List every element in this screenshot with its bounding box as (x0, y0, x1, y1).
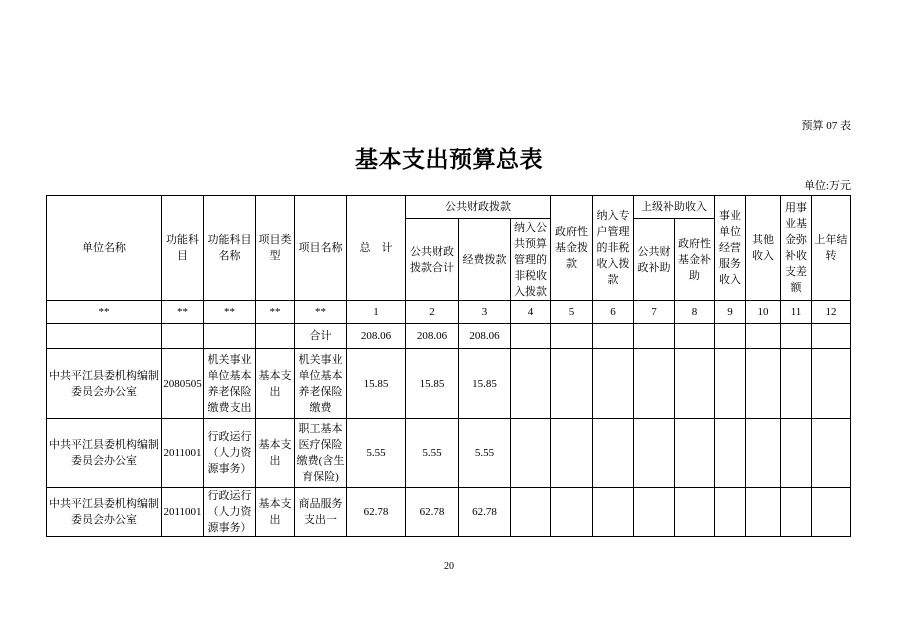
cell-operating-funds: 62.78 (459, 488, 511, 537)
cell-business-income (715, 488, 746, 537)
cell-business-income (715, 419, 746, 488)
header-public-finance-subsidy: 公共财政补助 (634, 219, 675, 301)
cell-business-fund (781, 324, 812, 349)
budget-table (46, 195, 851, 537)
index-cell: ** (256, 301, 295, 324)
cell-gov-fund-subsidy (675, 324, 715, 349)
cell-total: 208.06 (347, 324, 406, 349)
index-cell: 4 (511, 301, 551, 324)
cell-project-name: 职工基本医疗保险缴费(含生育保险) (295, 419, 347, 488)
index-cell: ** (295, 301, 347, 324)
index-cell: 5 (551, 301, 593, 324)
cell-public-finance-subsidy (634, 488, 675, 537)
header-other-income: 其他收入 (746, 196, 781, 301)
unit-label: 单位:万元 (803, 180, 851, 192)
cell-function-code: 2011001 (162, 419, 204, 488)
index-cell: 3 (459, 301, 511, 324)
cell-operating-funds: 208.06 (459, 324, 511, 349)
cell-non-tax-budget (511, 324, 551, 349)
header-business-income: 事业单位经营服务收入 (715, 196, 746, 301)
cell-business-income (715, 349, 746, 419)
cell-other-income (746, 349, 781, 419)
cell-carryover (812, 419, 851, 488)
cell-gov-fund (551, 349, 593, 419)
header-total: 总 计 (347, 196, 406, 301)
index-cell: 7 (634, 301, 675, 324)
page-number: 20 (444, 561, 454, 572)
total-row (47, 324, 851, 349)
cell-total: 62.78 (347, 488, 406, 537)
cell-other-income (746, 488, 781, 537)
cell-gov-fund (551, 488, 593, 537)
header-operating-funds: 经费拨款 (459, 219, 511, 301)
cell-gov-fund-subsidy (675, 419, 715, 488)
cell-business-fund (781, 419, 812, 488)
cell-total: 5.55 (347, 419, 406, 488)
index-cell: 12 (812, 301, 851, 324)
cell-carryover (812, 324, 851, 349)
cell-project-type: 基本支出 (256, 349, 295, 419)
cell-gov-fund (551, 324, 593, 349)
cell-non-tax-budget (511, 349, 551, 419)
header-non-tax-special: 纳入专户管理的非税收入拨款 (593, 196, 634, 301)
header-public-finance-total: 公共财政拨款合计 (406, 219, 459, 301)
cell-public-finance-subsidy (634, 419, 675, 488)
cell-public-finance-total: 5.55 (406, 419, 459, 488)
cell-carryover (812, 349, 851, 419)
index-cell: ** (204, 301, 256, 324)
cell-function-name (204, 324, 256, 349)
cell-non-tax-special (593, 488, 634, 537)
cell-public-finance-subsidy (634, 349, 675, 419)
index-cell: 2 (406, 301, 459, 324)
index-cell: 9 (715, 301, 746, 324)
header-function-name: 功能科目名称 (204, 196, 256, 301)
index-cell: 6 (593, 301, 634, 324)
cell-other-income (746, 324, 781, 349)
cell-total: 15.85 (347, 349, 406, 419)
cell-operating-funds: 15.85 (459, 349, 511, 419)
cell-public-finance-total: 208.06 (406, 324, 459, 349)
cell-business-fund (781, 488, 812, 537)
table-row (47, 488, 851, 537)
cell-public-finance-total: 62.78 (406, 488, 459, 537)
header-project-type: 项目类型 (256, 196, 295, 301)
table-code: 预算 07 表 (801, 120, 851, 132)
header-business-fund: 用事业基金弥补收支差额 (781, 196, 812, 301)
cell-non-tax-budget (511, 419, 551, 488)
cell-unit-name: 中共平江县委机构编制委员会办公室 (47, 349, 162, 419)
cell-non-tax-special (593, 419, 634, 488)
cell-project-type: 基本支出 (256, 488, 295, 537)
index-cell: ** (162, 301, 204, 324)
cell-other-income (746, 419, 781, 488)
index-cell: 1 (347, 301, 406, 324)
header-project-name: 项目名称 (295, 196, 347, 301)
header-carryover: 上年结转 (812, 196, 851, 301)
cell-non-tax-special (593, 324, 634, 349)
cell-non-tax-budget (511, 488, 551, 537)
cell-non-tax-special (593, 349, 634, 419)
index-cell: ** (47, 301, 162, 324)
total-label: 合计 (295, 324, 347, 349)
cell-business-income (715, 324, 746, 349)
cell-unit-name: 中共平江县委机构编制委员会办公室 (47, 419, 162, 488)
table-row (47, 349, 851, 419)
header-non-tax-budget: 纳入公共预算管理的非税收入拨款 (511, 219, 551, 301)
header-superior-subsidy-group: 上级补助收入 (634, 196, 715, 219)
cell-unit-name: 中共平江县委机构编制委员会办公室 (47, 488, 162, 537)
cell-project-type (256, 324, 295, 349)
cell-function-code (162, 324, 204, 349)
cell-function-code: 2011001 (162, 488, 204, 537)
header-gov-fund: 政府性基金拨款 (551, 196, 593, 301)
page-title: 基本支出预算总表 (355, 147, 543, 173)
header-function-code: 功能科目 (162, 196, 204, 301)
cell-operating-funds: 5.55 (459, 419, 511, 488)
header-row (47, 196, 851, 219)
cell-unit-name (47, 324, 162, 349)
cell-project-type: 基本支出 (256, 419, 295, 488)
cell-function-code: 2080505 (162, 349, 204, 419)
cell-project-name: 机关事业单位基本养老保险缴费 (295, 349, 347, 419)
cell-carryover (812, 488, 851, 537)
header-unit-name: 单位名称 (47, 196, 162, 301)
cell-function-name: 行政运行（人力资源事务） (204, 419, 256, 488)
cell-public-finance-total: 15.85 (406, 349, 459, 419)
cell-function-name: 机关事业单位基本养老保险缴费支出 (204, 349, 256, 419)
index-cell: 8 (675, 301, 715, 324)
index-cell: 11 (781, 301, 812, 324)
cell-public-finance-subsidy (634, 324, 675, 349)
header-public-finance-group: 公共财政拨款 (406, 196, 551, 219)
cell-function-name: 行政运行（人力资源事务） (204, 488, 256, 537)
cell-gov-fund (551, 419, 593, 488)
index-cell: 10 (746, 301, 781, 324)
header-gov-fund-subsidy: 政府性基金补助 (675, 219, 715, 301)
cell-project-name: 商品服务支出一 (295, 488, 347, 537)
cell-gov-fund-subsidy (675, 488, 715, 537)
table-row (47, 419, 851, 488)
cell-gov-fund-subsidy (675, 349, 715, 419)
index-row (47, 301, 851, 324)
cell-business-fund (781, 349, 812, 419)
